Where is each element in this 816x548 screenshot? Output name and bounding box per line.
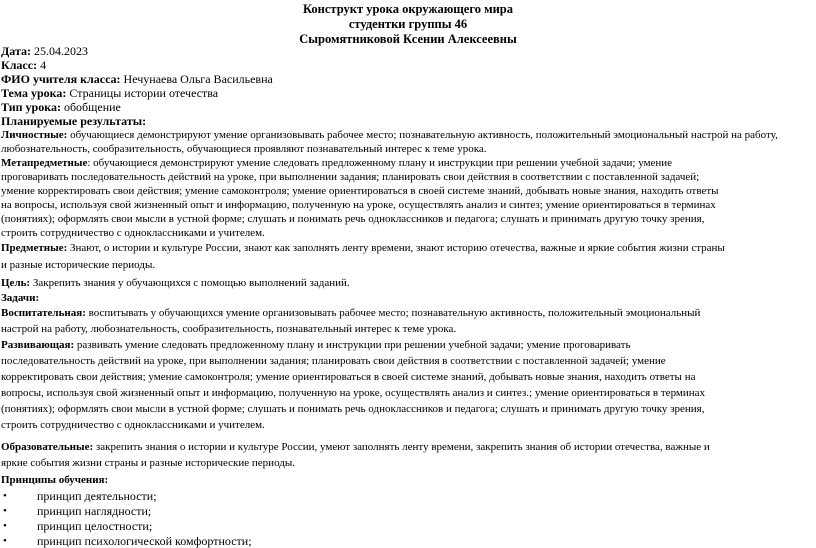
subject-label: Предметные: <box>1 242 68 254</box>
subject-text-2: и разные исторические периоды. <box>1 259 156 271</box>
developmental-task-text-6: строить сотрудничество с одноклассниками и учителем. <box>1 419 265 431</box>
subject-text-1: Знают, о истории и культуре России, знают как заполнять ленту времени, знают историю отечества, важные и яркие события жизни страны <box>69 242 725 254</box>
teacher-line <box>1 72 273 87</box>
goal-value: Закрепить знания у обучающихся с помощью выполнений заданий. <box>32 277 350 289</box>
meta-text-5: (понятиях); оформлять свои мысли в устной форме; слушать и понимать речь одноклассников и педагога; слушать и принимать другую точку зрения, <box>1 213 705 225</box>
class-value: 4 <box>40 58 47 72</box>
developmental-task <box>1 338 630 352</box>
principles-heading <box>1 473 108 487</box>
developmental-task-label: Развивающая: <box>1 339 75 351</box>
goal-label: Цель: <box>1 277 31 289</box>
educational-objective <box>1 440 710 454</box>
educational-task-label: Воспитательная: <box>1 307 86 319</box>
class-line <box>1 58 46 73</box>
bullet-icon: • <box>3 505 7 517</box>
teacher-value: Нечунаева Ольга Васильевна <box>123 72 273 86</box>
bullet-icon: • <box>3 520 7 532</box>
meta-text-2: проговаривать последовательность действий на уроке, при выполнении задания; планировать свои действия в соответствии с поставленной задачей; <box>1 171 700 183</box>
personal-results <box>1 128 778 142</box>
educational-task-text-2: настрой на работу, любознательность, сообразительность, познавательный интерес к теме урока. <box>1 323 457 335</box>
principles-heading-text: Принципы обучения: <box>1 474 109 486</box>
educational-objective-text-2: яркие события жизни страны и разные исторические периоды. <box>1 457 295 469</box>
document-subtitle-author: Сыромятниковой Ксении Алексеевны <box>299 32 517 46</box>
principle-text: принцип целостности; <box>37 519 153 533</box>
topic-value: Страницы истории отечества <box>69 86 219 100</box>
lesson-type-line <box>1 100 121 115</box>
bullet-icon: • <box>3 490 7 502</box>
meta-text-1: : обучающиеся демонстрируют умение следовать предложенному плану и инструкции при решении учебной задачи; умение <box>87 157 673 169</box>
developmental-task-text-4: вопросы, используя свой жизненный опыт и информацию, полученную на уроке, осуществлять анализ и синтез.; умение ориентироваться в терминах <box>1 387 706 399</box>
educational-task-text-1: воспитывать у обучающихся умение организовывать рабочее место; познавательную активность, положительный эмоциональный <box>88 307 701 319</box>
results-heading <box>1 114 146 129</box>
results-heading-text: Планируемые результаты: <box>1 114 147 128</box>
meta-text-4: на вопросы, используя свой жизненный опыт и информацию, полученную на уроке, осуществлять анализ и синтез; умение ориентироваться в терминах <box>1 199 716 211</box>
class-label: Класс: <box>1 58 38 72</box>
document-subtitle-group: студентки группы 46 <box>348 17 468 31</box>
date-label: Дата: <box>1 44 31 58</box>
developmental-task-text-5: (понятиях); оформлять свои мысли в устной форме; слушать и понимать речь одноклассников и педагога; слушать и принимать другую точку зрения, <box>1 403 705 415</box>
meta-text-3: умение корректировать свои действия; умение самоконтроля; умение ориентироваться в своей системе знаний, добывать новые знания, находить ответы <box>1 185 719 197</box>
meta-text-6: строить сотрудничество с одноклассниками и учителем. <box>1 227 265 239</box>
topic-label: Тема урока: <box>1 86 67 100</box>
date-line <box>1 44 88 59</box>
lesson-type-label: Тип урока: <box>1 100 61 114</box>
developmental-task-text-3: корректировать свои действия; умение самоконтроля; умение ориентироваться в своей системе знаний, добывать новые знания, находить ответы на <box>1 371 696 383</box>
developmental-task-text-1: развивать умение следовать предложенному плану и инструкции при решении учебной задачи; умение проговаривать <box>76 339 631 351</box>
date-value: 25.04.2023 <box>33 44 88 58</box>
tasks-heading <box>1 291 39 305</box>
goal-line <box>1 276 350 290</box>
meta-label: Метапредметные <box>1 157 88 169</box>
personal-text-1: обучающиеся демонстрируют умение организовывать рабочее место; познавательную активность, положительный эмоциональный настрой на работу, <box>70 129 778 141</box>
lesson-type-value: обобщение <box>63 100 121 114</box>
personal-label: Личностные: <box>1 129 68 141</box>
developmental-task-text-2: последовательность действий на уроке, при выполнении задания; планировать свои действия в соответствии с поставленной задачей; умение <box>1 355 666 367</box>
principle-text: принцип психологической комфортности; <box>37 534 252 548</box>
subject-results <box>1 241 725 255</box>
educational-objective-label: Образовательные: <box>1 441 94 453</box>
principle-text: принцип наглядности; <box>37 504 152 518</box>
topic-line <box>1 86 218 101</box>
document-title: Конструкт урока окружающего мира <box>302 2 514 16</box>
teacher-label: ФИО учителя класса: <box>1 72 121 86</box>
educational-task <box>1 306 700 320</box>
bullet-icon: • <box>3 535 7 547</box>
personal-text-2: любознательность, сообразительность, обучающиеся проявляют познавательный интерес к теме урока. <box>1 143 487 155</box>
principle-text: принцип деятельности; <box>37 489 157 503</box>
meta-results <box>1 156 672 170</box>
tasks-heading-text: Задачи: <box>1 292 40 304</box>
educational-objective-text-1: закрепить знания о истории и культуре России, умеют заполнять ленту времени, закрепить знания об истории отечества, важные и <box>95 441 710 453</box>
